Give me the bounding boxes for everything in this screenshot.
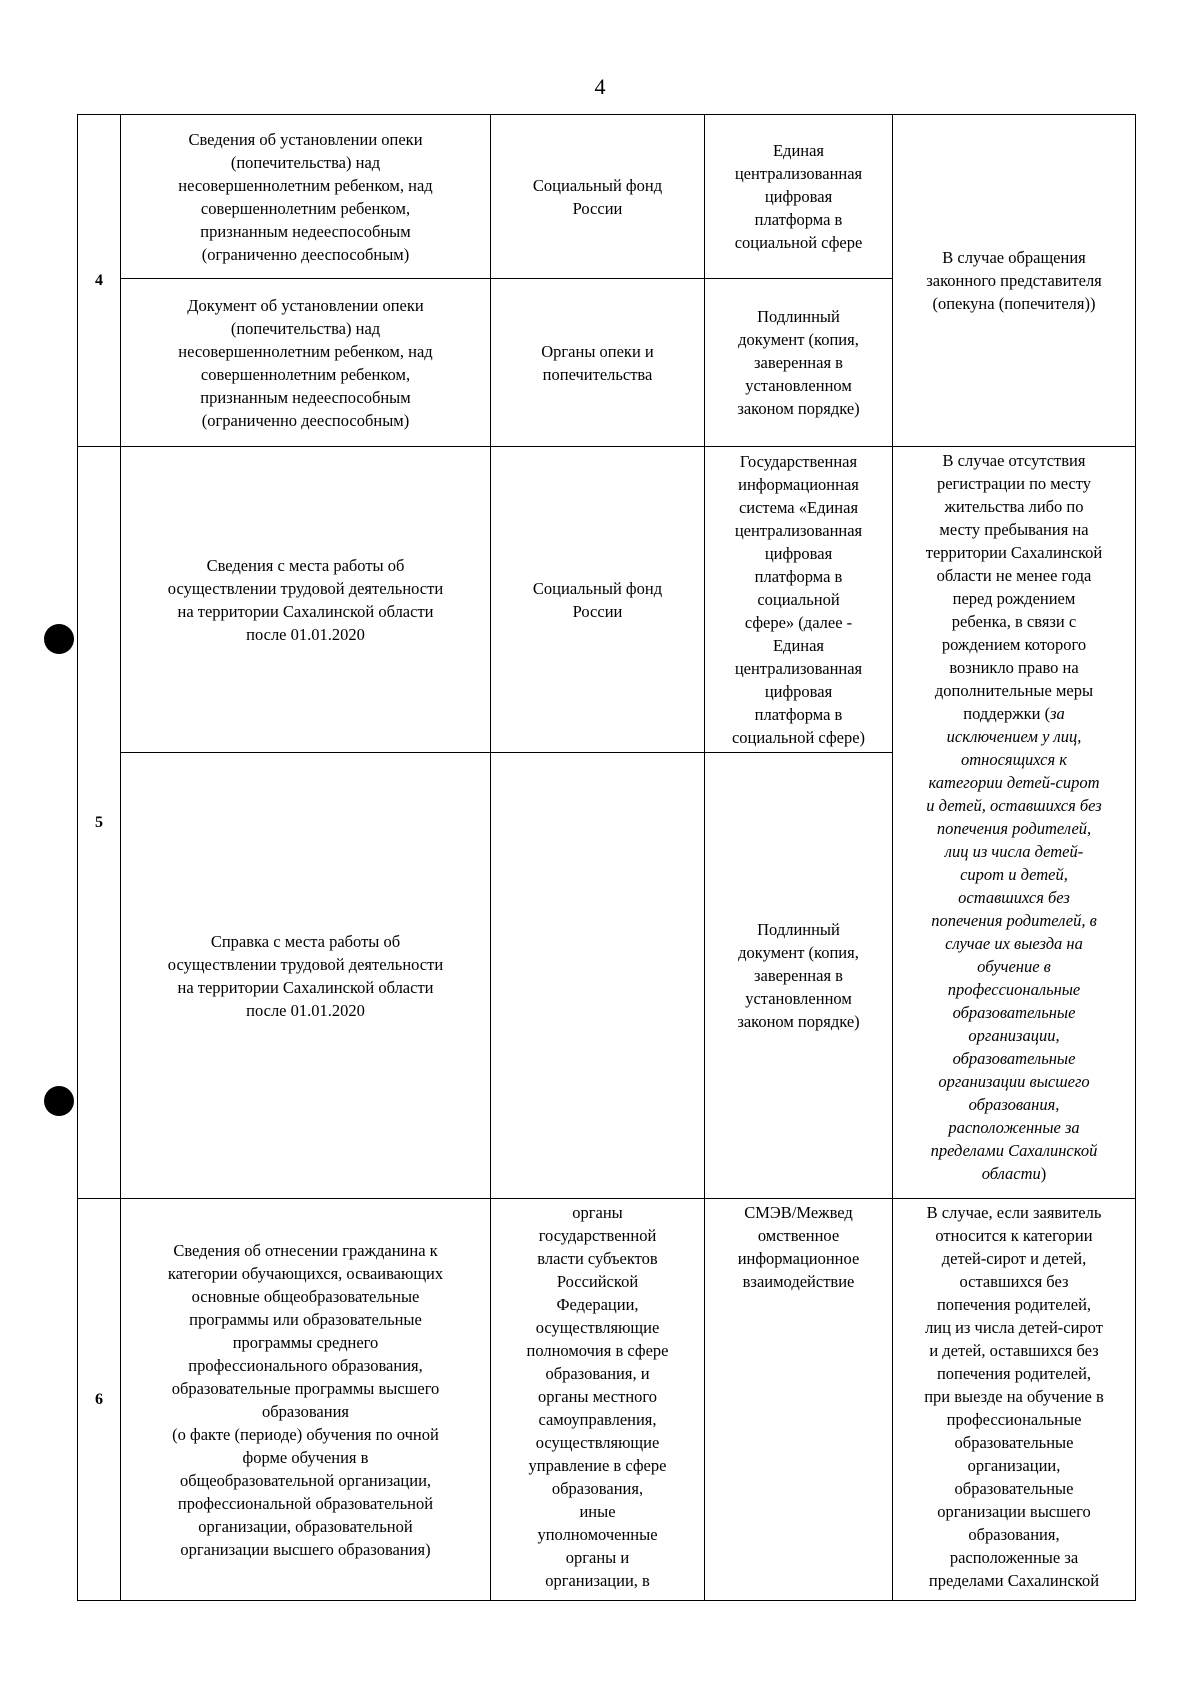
page-number: 4: [594, 74, 606, 99]
punch-hole-mark: [44, 624, 74, 654]
note-text-tail: ): [1040, 1164, 1047, 1183]
note-italic-text: за исключением у лиц, относящихся к категории детей-сирот и детей, оставшихся без попечения родителей, лиц из числа детей- сирот и детей, оставшихся без попечения родителей, в случае их выезда на обучение в профессиональные образовательные организации, образовательные организации высшего образования, расположенные за пределами Сахалинской области: [926, 704, 1102, 1183]
method-cell: Подлинный документ (копия, заверенная в установленном законом порядке): [705, 279, 893, 447]
punch-hole-mark: [44, 1086, 74, 1116]
method-cell: Единая централизованная цифровая платформа в социальной сфере: [705, 115, 893, 279]
document-name-cell: Документ об установлении опеки (попечительства) над несовершеннолетним ребенком, над совершеннолетним ребенком, признанным недееспособным (ограниченно дееспособным): [121, 279, 491, 447]
row-number: 6: [78, 1199, 121, 1601]
source-cell: Органы опеки и попечительства: [491, 279, 705, 447]
source-cell: Социальный фонд России: [491, 115, 705, 279]
table-row: [78, 1199, 1136, 1601]
document-name-cell: Справка с места работы об осуществлении трудовой деятельности на территории Сахалинской области после 01.01.2020: [121, 753, 491, 1199]
note-text: В случае отсутствия регистрации по месту жительства либо по месту пребывания на территории Сахалинской области не менее года перед рождением ребенка, в связи с рождением которого возникло право на дополнительные меры поддержки (: [925, 451, 1103, 723]
document-name-cell: Сведения об установлении опеки (попечительства) над несовершеннолетним ребенком, над совершеннолетним ребенком, признанным недееспособным (ограниченно дееспособным): [121, 115, 491, 279]
note-cell: В случае обращения законного представителя (опекуна (попечителя)): [893, 115, 1136, 447]
note-cell: [893, 447, 1136, 1199]
table-row: [78, 115, 1136, 279]
source-cell: Социальный фонд России: [491, 447, 705, 753]
row-number: 4: [78, 115, 121, 447]
table-row: [78, 447, 1136, 753]
method-cell: СМЭВ/Межвед омственное информационное взаимодействие: [705, 1199, 893, 1601]
method-cell: Государственная информационная система «Единая централизованная цифровая платформа в социальной сфере» (далее - Единая централизованная цифровая платформа в социальной сфере): [705, 447, 893, 753]
row-number: 5: [78, 447, 121, 1199]
method-cell: Подлинный документ (копия, заверенная в установленном законом порядке): [705, 753, 893, 1199]
source-cell: органы государственной власти субъектов Российской Федерации, осуществляющие полномочия в сфере образования, и органы местного самоуправления, осуществляющие управление в сфере образования, иные уполномоченные органы и организации, в: [491, 1199, 705, 1601]
source-cell: [491, 753, 705, 1199]
document-name-cell: Сведения с места работы об осуществлении трудовой деятельности на территории Сахалинской области после 01.01.2020: [121, 447, 491, 753]
document-name-cell: Сведения об отнесении гражданина к категории обучающихся, осваивающих основные общеобразовательные программы или образовательные программы среднего профессионального образования, образовательные программы высшего образования (о факте (периоде) обучения по очной форме обучения в общеобразовательной организации, профессиональной образовательной организации, образовательной организации высшего образования): [121, 1199, 491, 1601]
documents-table: [77, 114, 1136, 1601]
note-cell: В случае, если заявитель относится к категории детей-сирот и детей, оставшихся без попечения родителей, лиц из числа детей-сирот и детей, оставшихся без попечения родителей, при выезде на обучение в профессиональные образовательные организации, образовательные организации высшего образования, расположенные за пределами Сахалинской: [893, 1199, 1136, 1601]
